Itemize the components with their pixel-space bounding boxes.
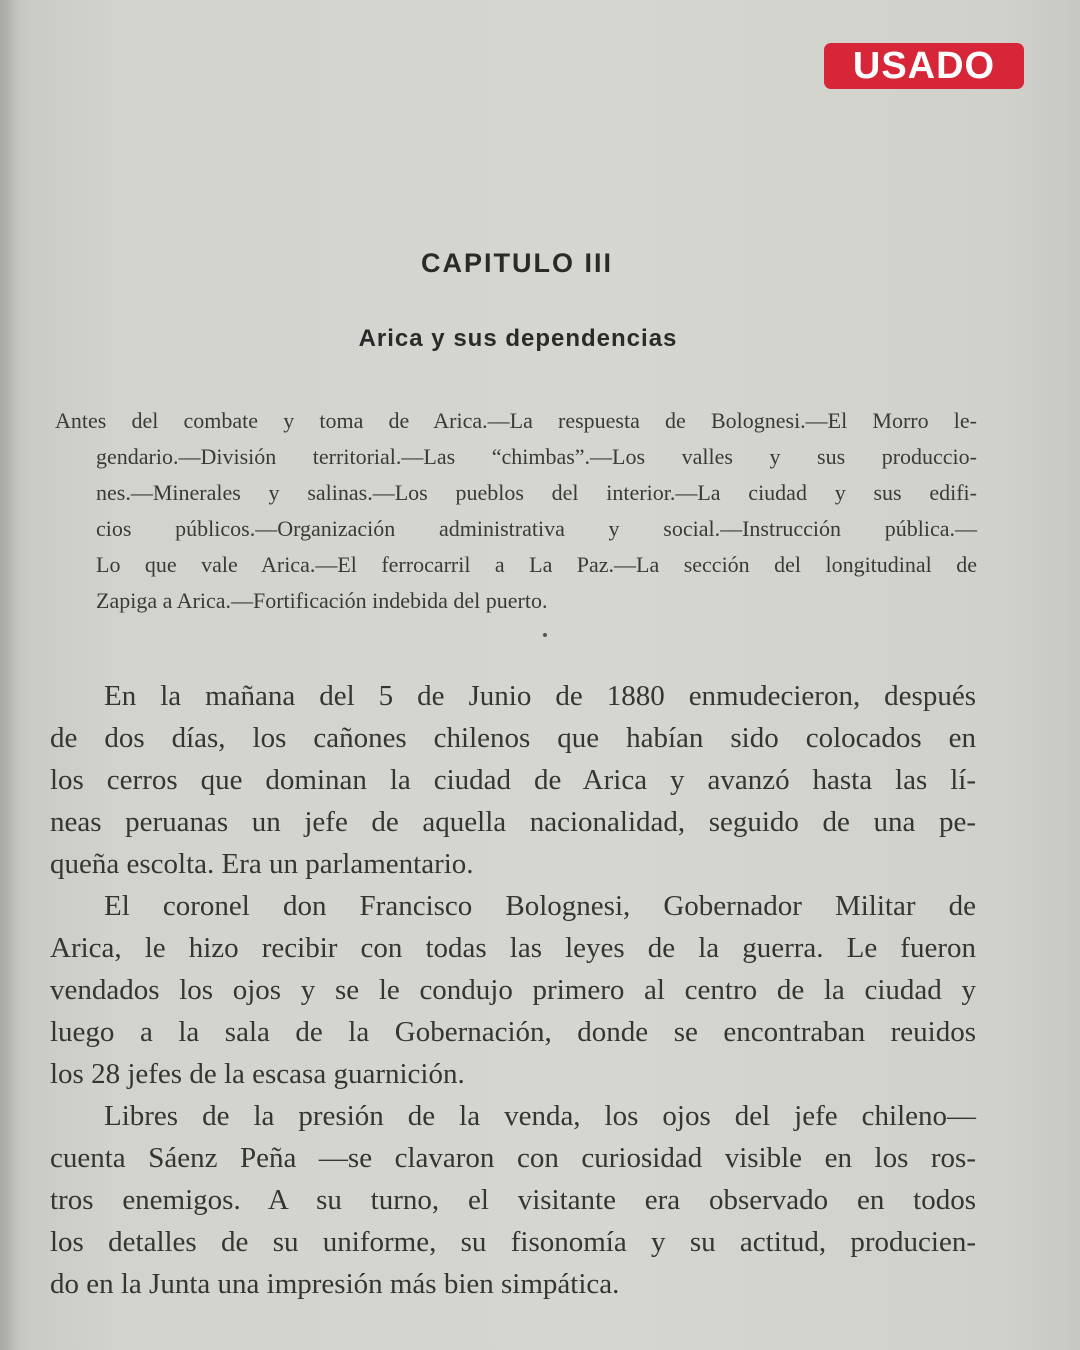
- summary-line: Lo que vale Arica.—El ferrocarril a La Paz.—La sección del longitudinal de: [96, 552, 977, 577]
- chapter-summary: [55, 403, 977, 619]
- condition-badge: USADO: [824, 43, 1024, 89]
- summary-line: gendario.—División territorial.—Las “chimbas”.—Los valles y sus produccio-: [96, 444, 977, 469]
- paragraph-line: queña escolta. Era un parlamentario.: [50, 848, 474, 880]
- paragraph-line: los cerros que dominan la ciudad de Arica y avanzó hasta las lí-: [50, 764, 976, 796]
- paragraph: [50, 1095, 976, 1305]
- paragraph-line: Arica, le hizo recibir con todas las leyes de la guerra. Le fueron: [50, 932, 976, 964]
- summary-line: Zapiga a Arica.—Fortificación indebida del puerto.: [96, 588, 548, 613]
- paragraph-line: En la mañana del 5 de Junio de 1880 enmudecieron, después: [104, 680, 976, 712]
- paragraph-line: Libres de la presión de la venda, los ojos del jefe chileno—: [104, 1100, 976, 1132]
- paragraph-line: cuenta Sáenz Peña —se clavaron con curiosidad visible en los ros-: [50, 1142, 976, 1174]
- paragraph-line: los 28 jefes de la escasa guarnición.: [50, 1058, 465, 1090]
- paper-speck: [543, 633, 547, 637]
- summary-line: Antes del combate y toma de Arica.—La respuesta de Bolognesi.—El Morro le-: [55, 408, 977, 433]
- summary-line: nes.—Minerales y salinas.—Los pueblos del interior.—La ciudad y sus edifi-: [96, 480, 977, 505]
- body-text: [50, 675, 976, 1305]
- paragraph-line: los detalles de su uniforme, su fisonomía y su actitud, producien-: [50, 1226, 976, 1258]
- paragraph-line: tros enemigos. A su turno, el visitante era observado en todos: [50, 1184, 976, 1216]
- paragraph-line: de dos días, los cañones chilenos que habían sido colocados en: [50, 722, 976, 754]
- paragraph-line: neas peruanas un jefe de aquella nacionalidad, seguido de una pe-: [50, 806, 976, 838]
- paragraph-line: luego a la sala de la Gobernación, donde se encontraban reuidos: [50, 1016, 976, 1048]
- paragraph: [50, 885, 976, 1095]
- page-gutter-shadow: [0, 0, 18, 1350]
- paragraph-line: do en la Junta una impresión más bien simpática.: [50, 1268, 620, 1300]
- chapter-title: CAPITULO III: [421, 248, 613, 278]
- chapter-subtitle: Arica y sus dependencias: [358, 325, 678, 352]
- paragraph: [50, 675, 976, 885]
- paragraph-line: vendados los ojos y se le condujo primero al centro de la ciudad y: [50, 974, 976, 1006]
- summary-line: cios públicos.—Organización administrativa y social.—Instrucción pública.—: [96, 516, 977, 541]
- paragraph-line: El coronel don Francisco Bolognesi, Gobernador Militar de: [104, 890, 976, 922]
